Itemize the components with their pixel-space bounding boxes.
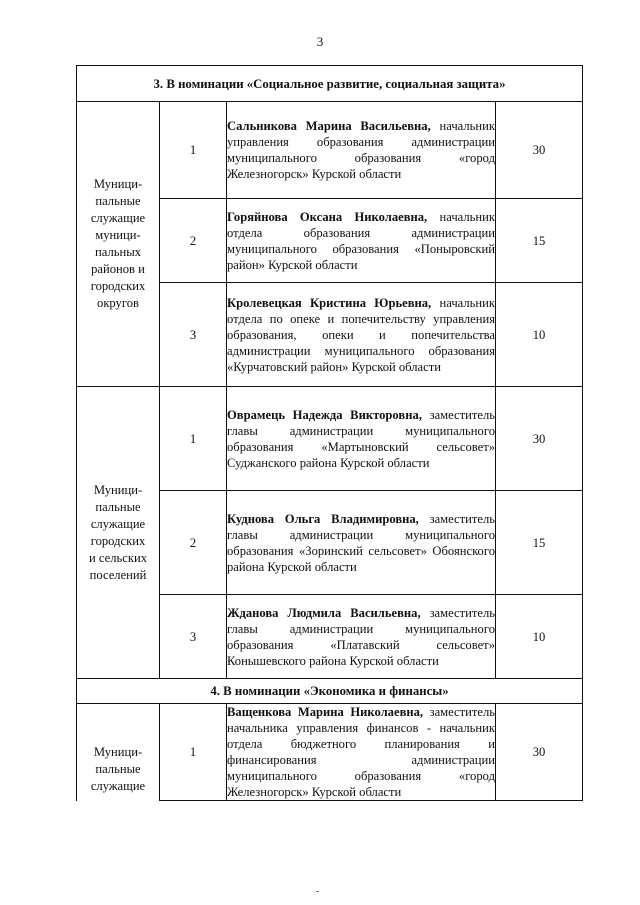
points-cell: 30 xyxy=(496,704,583,801)
nominee-cell xyxy=(227,283,496,387)
place-cell: 1 xyxy=(160,102,227,199)
place-cell: 2 xyxy=(160,491,227,595)
nominee-name: Жданова Людмила Васильевна, xyxy=(227,605,421,620)
nominee-name: Ващенкова Марина Николаевна, xyxy=(227,705,424,719)
points-cell: 30 xyxy=(496,102,583,199)
points-cell: 30 xyxy=(496,387,583,491)
section-title: 4. В номинации «Экономика и финансы» xyxy=(77,679,583,704)
nominee-cell xyxy=(227,102,496,199)
category-cell xyxy=(77,704,160,801)
place-cell: 3 xyxy=(160,595,227,679)
nominee-cell xyxy=(227,491,496,595)
nominee-cell xyxy=(227,704,496,801)
section-row xyxy=(77,679,583,704)
nominee-position: начальник управления образования администрации муниципального образования «город Железногорск» Курской области xyxy=(227,119,495,181)
nominee-position: начальник отдела по опеке и попечительству управления образования, опеки и попечительства администрации муниципального образования «Курчатовский район» Курской области xyxy=(227,295,495,374)
nominee-row xyxy=(77,387,583,491)
category-label: Муници- пальные служащие xyxy=(90,744,146,793)
awards-table xyxy=(76,65,583,801)
nominee-cell xyxy=(227,595,496,679)
place-cell: 1 xyxy=(160,387,227,491)
nominee-position: заместитель начальника управления финансов - начальник отдела бюджетного планирования и финансирования администрации муниципального образования «город Железногорск» Курской области xyxy=(227,705,495,799)
points-cell: 10 xyxy=(496,595,583,679)
nominee-position: заместитель главы администрации муниципального образования «Мартыновский сельсовет» Суджанского района Курской области xyxy=(227,407,495,470)
scan-speck xyxy=(316,891,319,892)
nominee-cell xyxy=(227,199,496,283)
nominee-row xyxy=(77,704,583,801)
category-label: Муници- пальные служащие муници- пальных районов и городских округов xyxy=(90,177,146,310)
points-cell: 15 xyxy=(496,491,583,595)
nominee-name: Кролевецкая Кристина Юрьевна, xyxy=(227,295,432,310)
nominee-name: Сальникова Марина Васильевна, xyxy=(227,119,431,133)
nominee-name: Куднова Ольга Владимировна, xyxy=(227,511,419,526)
nominee-position: заместитель главы администрации муниципального образования «Платавский сельсовет» Конышевского района Курской области xyxy=(227,605,495,668)
nominee-cell xyxy=(227,387,496,491)
points-cell: 10 xyxy=(496,283,583,387)
nominee-name: Горяйнова Оксана Николаевна, xyxy=(227,209,428,224)
section-row xyxy=(77,66,583,102)
section-title: 3. В номинации «Социальное развитие, социальная защита» xyxy=(77,66,583,102)
points-cell: 15 xyxy=(496,199,583,283)
category-label: Муници- пальные служащие городских и сельских поселений xyxy=(89,482,147,582)
page-number: 3 xyxy=(316,34,324,49)
nominee-name: Оврамець Надежда Викторовна, xyxy=(227,407,422,422)
place-cell: 3 xyxy=(160,283,227,387)
nominee-row xyxy=(77,102,583,199)
nominee-position: начальник отдела образования администрации муниципального образования «Поныровский район» Курской области xyxy=(227,209,495,272)
nominee-position: заместитель главы администрации муниципального образования «Зоринский сельсовет» Обоянского района Курской области xyxy=(227,511,496,574)
place-cell: 1 xyxy=(160,704,227,801)
category-cell xyxy=(77,102,160,387)
category-cell xyxy=(77,387,160,679)
place-cell: 2 xyxy=(160,199,227,283)
